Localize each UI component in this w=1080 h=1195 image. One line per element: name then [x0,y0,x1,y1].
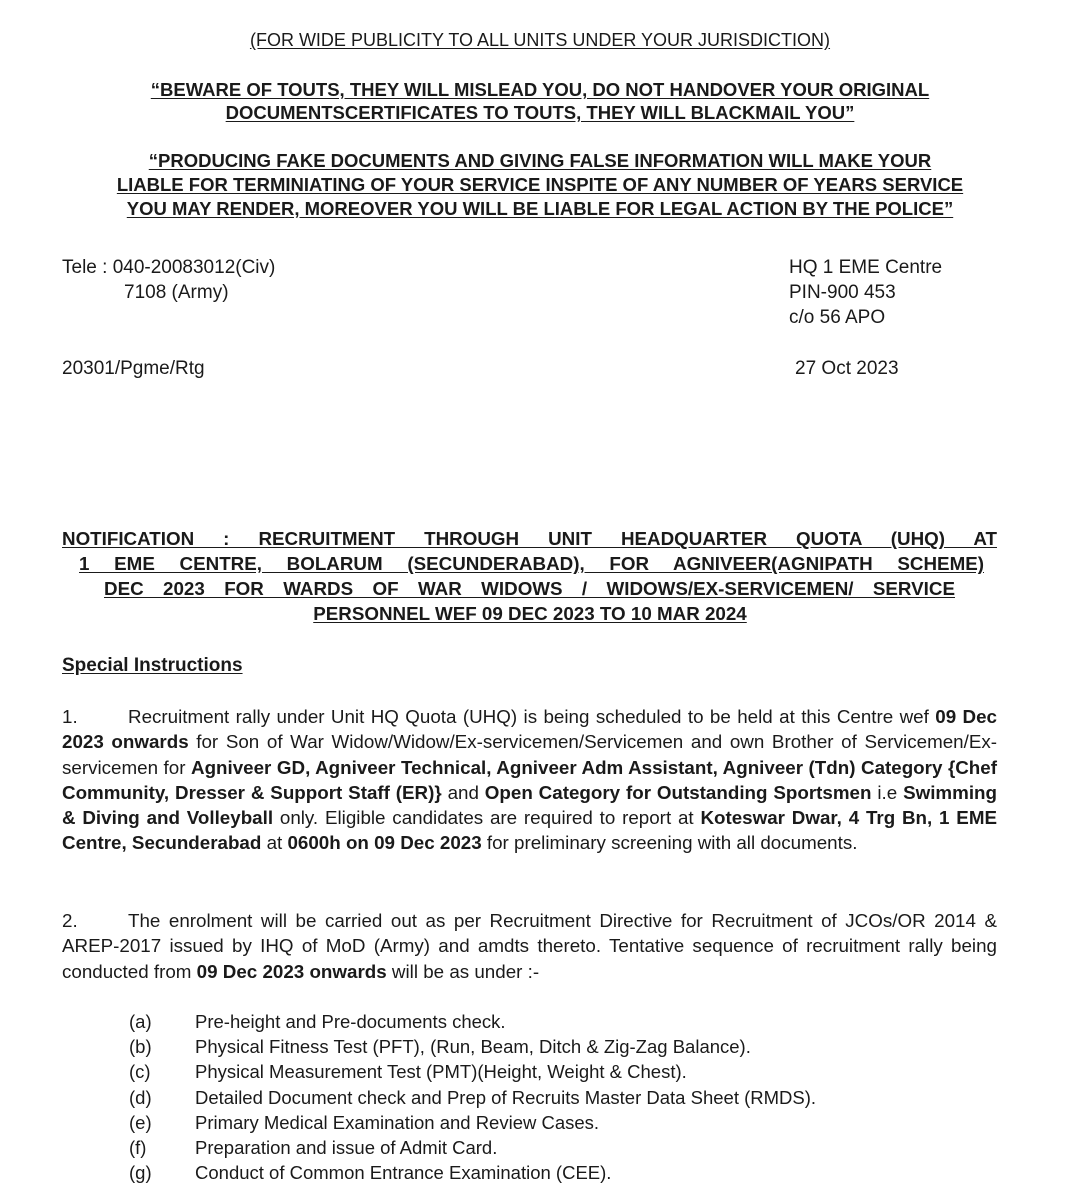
list-item: (b) Physical Fitness Test (PFT), (Run, Beam, Ditch & Zig-Zag Balance). [129,1036,751,1058]
address-line-3: c/o 56 APO [789,307,886,328]
paragraph-1: 1. Recruitment rally under Unit HQ Quota (UHQ) is being scheduled to be held at this Centre wef 09 Dec 2023 onwards for Son of War Widow/Widow/Ex-servicemen/Servicemen and own Brother of Servicemen/Ex-servicemen for Agniveer GD, Agniveer Technical, Agniveer Adm Assistant, Agniveer (Tdn) Category {Chef Community, Dresser & Support Staff (ER)} and Open Category for Outstanding Sportsmen i.e Swimming & Diving and Volleyball only. Eligible candidates are required to report at Koteswar Dwar, 4 Trg Bn, 1 EME Centre, Secunderabad at 0600h on 09 Dec 2023 for preliminary screening with all documents. [62,706,997,854]
recruitment-sequence-list [129,1009,816,1185]
notification-title-line-2: 1 EME CENTRE, BOLARUM (SECUNDERABAD), FOR AGNIVEER(AGNIPATH SCHEME) [79,553,984,574]
list-item: (d) Detailed Document check and Prep of Recruits Master Data Sheet (RMDS). [129,1086,817,1108]
address-line-2: PIN-900 453 [789,282,896,303]
fake-documents-warning-line-1: “PRODUCING FAKE DOCUMENTS AND GIVING FALSE INFORMATION WILL MAKE YOUR [148,150,932,171]
list-item: (a) Pre-height and Pre-documents check. [129,1011,506,1032]
list-item: (c) Physical Measurement Test (PMT)(Height, Weight & Chest). [129,1061,687,1083]
beware-warning-line-2: DOCUMENTSCERTIFICATES TO TOUTS, THEY WILL BLACKMAIL YOU” [225,102,855,123]
notification-title-line-4: PERSONNEL WEF 09 DEC 2023 TO 10 MAR 2024 [313,603,747,624]
notification-title-line-3: DEC 2023 FOR WARDS OF WAR WIDOWS / WIDOWS/EX-SERVICEMEN/ SERVICE [104,578,955,599]
paragraph-1-number: 1. [62,706,78,727]
document-date: 27 Oct 2023 [795,358,899,379]
reference-number: 20301/Pgme/Rtg [62,358,205,379]
notification-title-line-1: NOTIFICATION : RECRUITMENT THROUGH UNIT HEADQUARTER QUOTA (UHQ) AT [62,528,997,549]
list-item: (f) Preparation and issue of Admit Card. [129,1137,498,1159]
telephone-army: 7108 (Army) [124,282,229,303]
beware-warning-line-1: “BEWARE OF TOUTS, THEY WILL MISLEAD YOU, DO NOT HANDOVER YOUR ORIGINAL [150,79,930,100]
address-line-1: HQ 1 EME Centre [789,257,943,278]
list-item: (g) Conduct of Common Entrance Examination (CEE). [129,1162,612,1184]
paragraph-2: 2. The enrolment will be carried out as per Recruitment Directive for Recruitment of JCOs/OR 2014 & AREP-2017 issued by IHQ of MoD (Army) and amdts thereto. Tentative sequence of recruitment rally being conducted from 09 Dec 2023 onwards will be as under :- [62,910,997,982]
fake-documents-warning-line-3: YOU MAY RENDER, MOREOVER YOU WILL BE LIABLE FOR LEGAL ACTION BY THE POLICE” [126,198,954,219]
fake-documents-warning-line-2: LIABLE FOR TERMINIATING OF YOUR SERVICE INSPITE OF ANY NUMBER OF YEARS SERVICE [116,174,964,195]
special-instructions-heading: Special Instructions [62,655,243,676]
publicity-note: (FOR WIDE PUBLICITY TO ALL UNITS UNDER YOUR JURISDICTION) [249,30,831,50]
paragraph-2-number: 2. [62,910,78,931]
telephone-civil: Tele : 040-20083012(Civ) [62,257,276,278]
list-item: (e) Primary Medical Examination and Review Cases. [129,1111,600,1133]
